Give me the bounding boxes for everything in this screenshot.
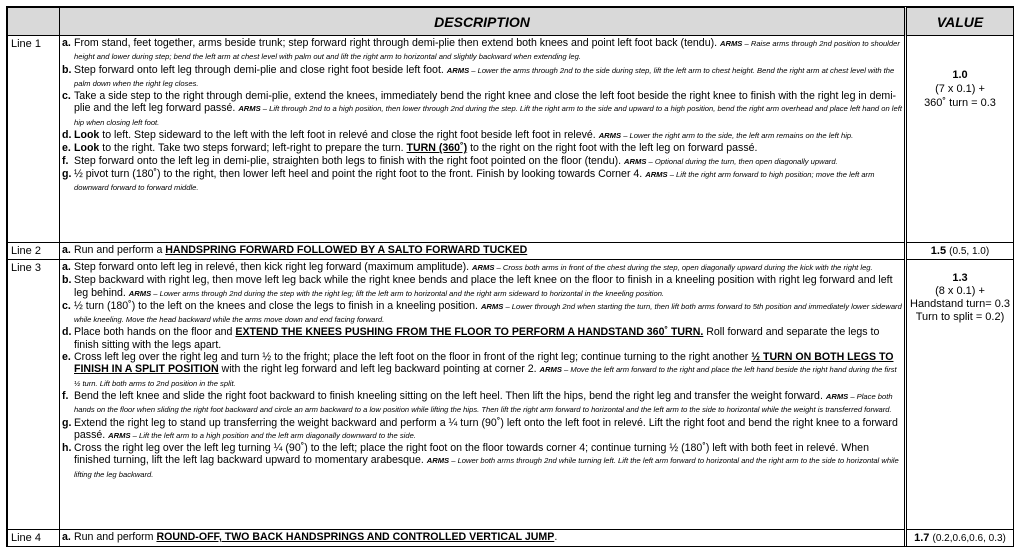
description-cell bbox=[60, 530, 906, 547]
value-detail: Handstand turn= 0.3 bbox=[910, 298, 1010, 310]
list-item: c. Take a side step to the right through demi-plie, extend the knees, immediately bend the right knee and close the left foot beside the right knee to finish with the right leg in demi-plie and the left leg forward passé. ARMS – Lift through 2nd to a high position, then lower through 2nd during the step. Lift the right arm to the side and upward to a high position, bend the right arm overhead and place left hand on left hip when closing left foot. bbox=[62, 90, 902, 127]
table-row bbox=[8, 530, 1014, 547]
list-item: a. Step forward onto left leg in relevé, then kick right leg forward (maximum amplitude). ARMS – Cross both arms in front of the chest during the step, open diagonally upward during the kick with the right leg. bbox=[62, 261, 873, 273]
list-item: d. Look to left. Step sideward to the left with the left foot in relevé and close the right foot beside left foot in relevé. ARMS – Lower the right arm to the side, the left arm remains on the left hip. bbox=[62, 129, 854, 142]
value-cell bbox=[906, 530, 1014, 547]
table-row bbox=[8, 260, 1014, 530]
list-item: b. Step backward with right leg, then move left leg back while the right knee bends and place the left knee on the floor to finish in a kneeling position with right leg forward and left leg behind. ARMS – Lower arms through 2nd during the step with the right leg; lift the left arm to horizontal and the right arm sideward to horizontal in the kneeling position. bbox=[62, 274, 893, 299]
list-item: b. Step forward onto left leg through demi-plie and close right foot beside left foot. ARMS – Lower the arms through 2nd to the side during step, lift the left arm to chest height. Bend the right arm at chest level with the palm down when the right leg closes. bbox=[62, 63, 895, 88]
list-item: g. Extend the right leg to stand up transferring the weight backward and perform a ¼ turn (90˚) left onto the left foot in relevé. Lift the right foot and bend the right knee to a forward passé. ARMS – Lift the left arm to a high position and the left arm diagonally downward to the side. bbox=[62, 416, 898, 441]
line-label: Line 3 bbox=[8, 260, 60, 530]
list-item: e. Look to the right. Take two steps forward; left-right to prepare the turn. TURN (360˚) to the right on the right foot with the left leg on forward passé. bbox=[62, 142, 758, 155]
value-detail: (0.2,0.6,0.6, 0.3) bbox=[932, 533, 1006, 544]
table-row bbox=[8, 243, 1014, 260]
value-header: VALUE bbox=[906, 8, 1014, 36]
list-item: h. Cross the right leg over the left leg turning ¼ (90˚) to the left; place the right foot on the floor towards corner 4; continue turning ½ (180˚) left with both feet in relevé. When finished turning, lift the left lag backward upward to momentary arabesque. ARMS – Lower both arms through 2nd while turning left. Lift the left arm forward to horizontal and the right arm to the side to horizontal while lifting the leg backward. bbox=[62, 442, 899, 479]
list-item: a. Run and perform a HANDSPRING FORWARD FOLLOWED BY A SALTO FORWARD TUCKED bbox=[62, 244, 528, 256]
list-item: a. Run and perform ROUND-OFF, TWO BACK HANDSPRINGS AND CONTROLLED VERTICAL JUMP. bbox=[62, 531, 558, 543]
value-cell bbox=[906, 260, 1014, 530]
value-detail: (0.5, 1.0) bbox=[949, 246, 990, 257]
value-total: 1.5 bbox=[930, 245, 947, 257]
list-item: e. Cross left leg over the right leg and turn ½ to the fright; place the left foot on the floor in front of the right leg; continue turning to the right another ½ TURN ON BOTH LEGS TO FINISH IN A SPLIT POSITION with the right leg forward and left leg backward pointing at corner 2. ARMS – Move the left arm forward to the right and place the left hand beside the right hand during the first ½ turn. Lift both arms to 2nd position in the split. bbox=[62, 351, 897, 388]
list-item: g. ½ pivot turn (180˚) to the right, then lower left heel and point the right foot to the front. Finish by looking towards Corner 4. ARMS – Lift the right arm forward to high position; move the left arm downward forward to forward middle. bbox=[62, 167, 875, 193]
value-detail: 360˚ turn = 0.3 bbox=[924, 97, 996, 109]
table-row bbox=[8, 36, 1014, 243]
list-item: f. Step forward onto the left leg in demi-plie, straighten both legs to finish with the right foot pointed on the floor (tendu). ARMS – Optional during the turn, then open diagonally upward. bbox=[62, 154, 838, 167]
list-item: f. Bend the left knee and slide the right foot backward to finish kneeling sitting on the left heel. Then lift the hips, bend the right leg and transfer the weight forward. ARMS – Place both hands on the floor when sliding the right foot backward and circle an arm backward to a low position while lifting the hips. Then lift the right arm forward to horizontal and the left arm to the side to horizontal while the weight is transferred forward. bbox=[62, 389, 893, 415]
value-detail: Turn to split = 0.2) bbox=[915, 311, 1005, 323]
line-label: Line 2 bbox=[8, 243, 60, 260]
value-detail: (7 x 0.1) + bbox=[935, 83, 985, 95]
description-cell bbox=[60, 243, 906, 260]
value-total: 1.0 bbox=[952, 69, 968, 81]
value-detail: (8 x 0.1) + bbox=[935, 285, 985, 297]
line-label: Line 4 bbox=[8, 530, 60, 547]
value-total: 1.7 bbox=[914, 532, 930, 544]
value-cell bbox=[906, 36, 1014, 243]
description-cell bbox=[60, 260, 906, 530]
value-total: 1.3 bbox=[952, 272, 968, 284]
list-item: d. Place both hands on the floor and EXTEND THE KNEES PUSHING FROM THE FLOOR TO PERFORM A HANDSTAND 360˚ TURN. Roll forward and separate the legs to finish sitting with the legs apart. bbox=[62, 326, 880, 351]
value-cell bbox=[906, 243, 1014, 260]
description-cell bbox=[60, 36, 906, 243]
header-row bbox=[8, 8, 1014, 36]
skill-description-table bbox=[6, 6, 1014, 547]
line-label: Line 1 bbox=[8, 36, 60, 243]
list-item: a. From stand, feet together, arms beside trunk; step forward right through demi-plie then extend both knees and point left foot back (tendu). ARMS – Raise arms through 2nd position to shoulder height and lower during step; bend the left arm at chest level with palm out and lift the right arm to horizontal and slightly backward when extending leg. bbox=[62, 37, 900, 62]
description-header: DESCRIPTION bbox=[60, 8, 906, 36]
list-item: c. ½ turn (180˚) to the left on the knees and close the legs to finish in a kneeling position. ARMS – Lower through 2nd when starting the turn, then lift both arms forward to 5th position and immediately lower sideward while kneeling. Move the head backward while the arms move down and end facing forward. bbox=[62, 299, 902, 325]
